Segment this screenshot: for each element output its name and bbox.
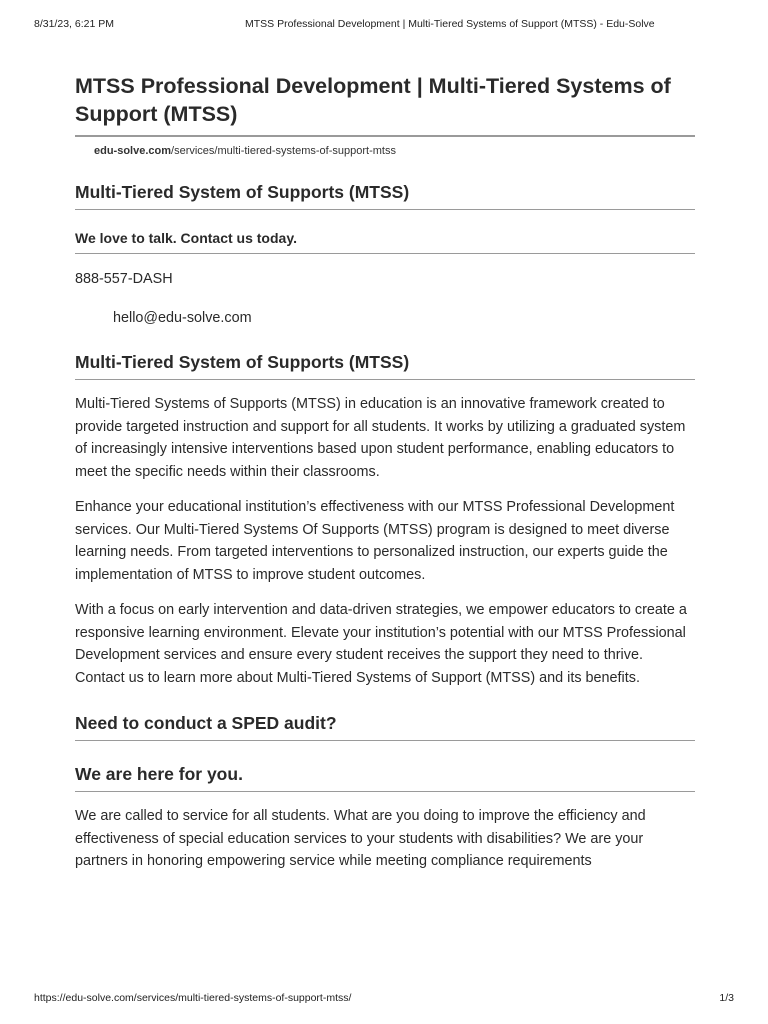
contact-phone[interactable]: 888-557-DASH <box>75 271 173 287</box>
here-section <box>75 763 695 873</box>
print-footer-url: https://edu-solve.com/services/multi-tiered-systems-of-support-mtss/ <box>34 992 352 1004</box>
mtss-paragraph-2: Enhance your educational institution’s effectiveness with our MTSS Professional Development services. Our Multi-Tiered Systems Of Supports (MTSS) program is designed to meet diverse learning needs. From targeted interventions to personalized instruction, our experts guide the implementation of MTSS to improve student outcomes. <box>75 499 675 583</box>
source-url-domain: edu-solve.com <box>94 145 172 157</box>
mtss-section-heading: Multi-Tiered System of Supports (MTSS) <box>75 352 410 372</box>
source-url[interactable] <box>94 145 695 157</box>
here-section-heading: We are here for you. <box>75 764 243 784</box>
mtss-section <box>75 351 695 689</box>
mtss-heading-divider <box>75 379 695 380</box>
contact-section-heading: Multi-Tiered System of Supports (MTSS) <box>75 182 410 202</box>
contact-subheading-divider <box>75 253 695 254</box>
contact-heading-divider <box>75 209 695 210</box>
sped-heading-divider <box>75 740 695 741</box>
sped-section <box>75 712 695 741</box>
contact-section <box>75 181 695 327</box>
print-header <box>34 18 734 32</box>
sped-section-heading: Need to conduct a SPED audit? <box>75 713 337 733</box>
title-divider <box>75 135 695 137</box>
here-paragraph: We are called to service for all students. What are you doing to improve the efficiency and effectiveness of special education services to your students with disabilities? We are your partners in honoring empowering service while meeting compliance requirements <box>75 808 646 869</box>
print-document-title: MTSS Professional Development | Multi-Tiered Systems of Support (MTSS) - Edu-Solve <box>245 18 655 30</box>
contact-email[interactable]: hello@edu-solve.com <box>113 310 252 326</box>
print-datetime: 8/31/23, 6:21 PM <box>34 18 114 30</box>
here-heading-divider <box>75 791 695 792</box>
print-footer <box>34 992 734 1006</box>
source-url-path: /services/multi-tiered-systems-of-support-mtss <box>171 145 396 157</box>
page-title: MTSS Professional Development | Multi-Tiered Systems of Support (MTSS) <box>75 74 671 126</box>
mtss-paragraph-1: Multi-Tiered Systems of Supports (MTSS) in education is an innovative framework created to provide targeted instruction and support for all students. It works by utilizing a graduated system of increasingly intensive interventions based upon student performance, enabling educators to meet the specific needs within their classrooms. <box>75 396 686 480</box>
print-page-number: 1/3 <box>719 992 734 1004</box>
page-content <box>75 72 695 873</box>
contact-subheading: We love to talk. Contact us today. <box>75 230 297 246</box>
mtss-paragraph-3: With a focus on early intervention and data-driven strategies, we empower educators to create a responsive learning environment. Elevate your institution’s potential with our MTSS Professional Development services and ensure every student receives the support they need to thrive. Contact us to learn more about Multi-Tiered Systems of Support (MTSS) and its benefits. <box>75 602 687 686</box>
